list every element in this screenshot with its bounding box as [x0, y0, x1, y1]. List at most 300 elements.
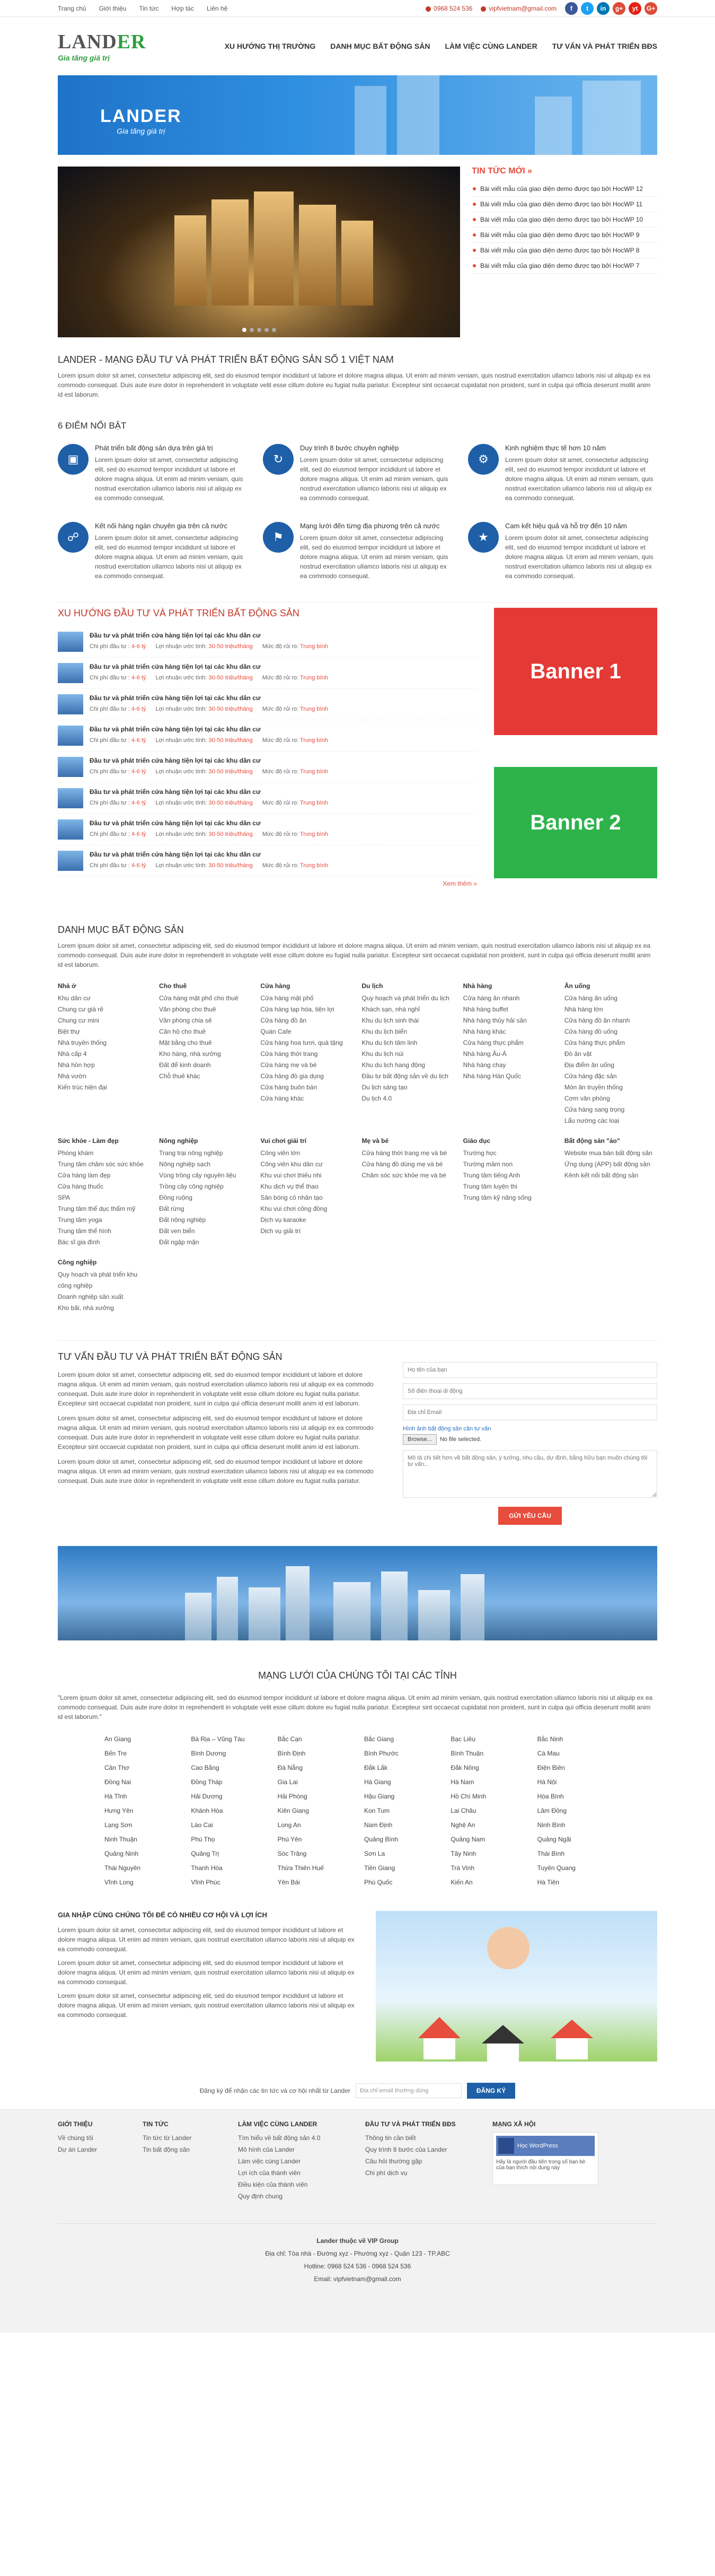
see-more-link[interactable]: Xem thêm » — [443, 880, 477, 887]
trend-thumbnail[interactable] — [58, 694, 83, 714]
province-link[interactable]: Điện Biên — [537, 1764, 565, 1771]
feature — [263, 522, 452, 581]
province-link[interactable]: Lạng Sơn — [104, 1821, 133, 1829]
category-link[interactable]: Nhà hồn hợp — [58, 1061, 95, 1069]
category-group — [58, 982, 151, 1127]
feature — [58, 522, 247, 581]
province-link[interactable]: Hậu Giang — [364, 1793, 395, 1800]
category-link[interactable]: Nhà hàng Âu-Á — [463, 1050, 507, 1058]
top-link[interactable]: Giới thiệu — [99, 5, 127, 12]
category-link[interactable]: Dịch vụ karaoke — [260, 1216, 306, 1224]
category-link[interactable]: Phòng khám — [58, 1149, 94, 1157]
trend-item-title[interactable]: Đầu tư và phát triển cửa hàng tiện lợi tại các khu dân cư — [90, 694, 261, 702]
category-heading[interactable]: Bất động sản "ảo" — [564, 1137, 620, 1145]
footer-heading: LÀM VIỆC CÙNG LANDER — [238, 2120, 317, 2128]
province-link[interactable]: Gia Lai — [277, 1778, 298, 1786]
category-link[interactable]: Website mua bán bất động sản — [564, 1149, 652, 1157]
feature-icon: ↻ — [263, 444, 294, 475]
logo[interactable] — [58, 30, 146, 62]
category-link[interactable]: Trang trại nông nghiệp — [159, 1149, 223, 1157]
category-heading[interactable]: Vui chơi giải trí — [260, 1137, 307, 1145]
category-link[interactable]: Khu du lịch biển — [361, 1028, 407, 1035]
province-link[interactable]: Vĩnh Phúc — [191, 1879, 220, 1886]
category-group — [362, 982, 455, 1127]
province-link[interactable]: Trà Vinh — [451, 1864, 475, 1872]
province-link[interactable]: Bình Định — [277, 1750, 306, 1757]
category-link[interactable]: Kho bãi, nhà xưởng — [58, 1304, 114, 1312]
category-link[interactable]: Cửa hàng đồ uống — [564, 1028, 617, 1035]
file-status: No file selected. — [439, 1436, 482, 1443]
trend-item-title[interactable]: Đầu tư và phát triển cửa hàng tiện lợi tại các khu dân cư — [90, 632, 261, 639]
category-heading[interactable]: Ăn uống — [564, 982, 590, 990]
network-title: MẠNG LƯỚI CỦA CHÚNG TÔI TẠI CÁC TỈNH — [258, 1670, 457, 1681]
province-link[interactable]: Đắk Lắk — [364, 1764, 388, 1771]
province-link[interactable]: Tây Ninh — [451, 1850, 476, 1857]
province-link[interactable]: Nghệ An — [451, 1821, 475, 1829]
category-link[interactable]: Nhà vườn — [58, 1072, 86, 1080]
category-link[interactable]: Cơm văn phòng — [564, 1095, 610, 1102]
province-link[interactable]: Phú Quốc — [364, 1879, 393, 1886]
phone[interactable] — [426, 5, 472, 12]
category-link[interactable]: Chỗ thuê khác — [159, 1072, 200, 1080]
features-title: 6 ĐIỂM NỔI BẬT — [58, 421, 127, 431]
category-link[interactable]: Đất để kinh doanh — [159, 1061, 211, 1069]
province-link[interactable]: Bến Tre — [104, 1750, 127, 1757]
category-heading[interactable]: Cửa hàng — [260, 982, 290, 990]
facebook-likes: Hãy là người đầu tiên trong số bạn bè của bạn thích nội dung này — [496, 2159, 586, 2171]
category-link[interactable]: Khu dân cư — [58, 994, 91, 1002]
category-group — [58, 1259, 151, 1314]
trend-item-title[interactable]: Đầu tư và phát triển cửa hàng tiện lợi tại các khu dân cư — [90, 726, 261, 733]
category-link[interactable]: Trường học — [463, 1149, 497, 1157]
category-link[interactable]: Nhà hàng Hàn Quốc — [463, 1072, 522, 1080]
category-link[interactable]: Cửa hàng làm đẹp — [58, 1172, 111, 1179]
category-heading[interactable]: Du lịch — [361, 982, 383, 990]
trend-thumbnail[interactable] — [58, 632, 83, 652]
nav-item[interactable]: XU HƯỚNG THỊ TRƯỜNG — [224, 42, 316, 50]
province-link[interactable]: Quảng Nam — [451, 1836, 486, 1843]
category-link[interactable]: Đất ven biển — [159, 1227, 195, 1235]
category-link[interactable]: Khu du lịch núi — [361, 1050, 404, 1058]
category-link[interactable]: Đồng ruộng — [159, 1194, 192, 1201]
province-link[interactable]: Vĩnh Long — [104, 1879, 134, 1886]
category-link[interactable]: Đất nông nghiệp — [159, 1216, 206, 1224]
hero-banner — [58, 75, 657, 155]
province-link[interactable]: Hưng Yên — [104, 1807, 134, 1814]
footer-link[interactable]: Quy định chung — [238, 2193, 283, 2200]
trend-meta: Chi phí đầu tư : 4-6 tỷ Lợi nhuận ước tính: 30-50 triệu/tháng Mức độ rủi ro: Trung bình — [90, 862, 328, 869]
province-link[interactable]: Thái Nguyên — [104, 1864, 141, 1872]
province-link[interactable]: Tiền Giang — [364, 1864, 395, 1872]
trend-title: XU HƯỚNG ĐẦU TƯ VÀ PHÁT TRIỂN BẤT ĐỘNG SẢN — [58, 608, 299, 618]
news-item[interactable]: Bài viết mẫu của giao diện demo được tạo bởi HocWP 7 — [472, 258, 657, 274]
footer-link[interactable]: Tìm hiểu về bất động sản 4.0 — [238, 2134, 321, 2142]
category-link[interactable]: Cửa hàng tạp hóa, tiện lợi — [260, 1006, 334, 1013]
banner-2[interactable]: Banner 2 — [494, 767, 657, 878]
category-link[interactable]: Cửa hàng sang trọng — [564, 1106, 625, 1113]
footer-link[interactable]: Lợi ích của thành viên — [238, 2169, 301, 2177]
trend-item[interactable] — [58, 658, 477, 689]
category-link[interactable]: Địa điểm ăn uống — [564, 1061, 614, 1069]
category-heading[interactable]: Giáo dục — [463, 1137, 490, 1145]
category-link[interactable]: Khu du lịch sinh thái — [361, 1017, 419, 1024]
category-link[interactable]: SPA — [58, 1194, 70, 1201]
email-text: vipfvietnam@gmail.com — [489, 5, 557, 12]
phone-input[interactable] — [403, 1383, 657, 1399]
province-link[interactable]: Bà Rịa – Vũng Tàu — [191, 1735, 245, 1743]
category-link[interactable]: Vùng trồng cây nguyên liệu — [159, 1172, 236, 1179]
email-input[interactable] — [403, 1404, 657, 1420]
trend-meta: Chi phí đầu tư : 4-6 tỷ Lợi nhuận ước tính: 30-50 triệu/tháng Mức độ rủi ro: Trung bình — [90, 737, 328, 744]
province-link[interactable]: Kon Tum — [364, 1807, 390, 1814]
footer-link[interactable]: Làm việc cùng Lander — [238, 2158, 301, 2165]
footer-hotline: Hotline: 0968 524 536 - 0968 524 536 — [304, 2263, 411, 2270]
nav-item[interactable]: DANH MỤC BẤT ĐỘNG SẢN — [330, 42, 430, 50]
province-link[interactable]: Kiến An — [451, 1879, 473, 1886]
province-link[interactable]: Lâm Đồng — [537, 1807, 567, 1814]
category-link[interactable]: Khu du lịch hang động — [361, 1061, 425, 1069]
footer-link[interactable]: Về chúng tôi — [58, 2134, 93, 2142]
trend-item[interactable] — [58, 752, 477, 783]
trend-item-title[interactable]: Đầu tư và phát triển cửa hàng tiện lợi tại các khu dân cư — [90, 663, 261, 670]
category-heading[interactable]: Cho thuê — [159, 982, 187, 990]
category-link[interactable]: Cửa hàng thuốc — [58, 1183, 104, 1190]
province-link[interactable]: Hà Nam — [451, 1778, 474, 1786]
province-link[interactable]: Sơn La — [364, 1850, 385, 1857]
latest-news — [472, 167, 657, 337]
category-link[interactable]: Cửa hàng thời trang mẹ và bé — [361, 1149, 447, 1157]
top-link[interactable]: Tin tức — [139, 5, 159, 12]
trend-thumbnail[interactable] — [58, 726, 83, 746]
hero-logo: LANDER Gia tăng giá trị — [100, 106, 182, 135]
consult-section — [58, 1340, 657, 1525]
category-group — [463, 1137, 556, 1248]
category-link[interactable]: Kiến trúc hiện đại — [58, 1084, 107, 1091]
category-link[interactable]: Chung cư mini — [58, 1017, 100, 1024]
province-link[interactable]: Cao Bằng — [191, 1764, 219, 1771]
footer-link[interactable]: Tin bất động sản — [143, 2146, 190, 2153]
province-link[interactable]: Bắc Ninh — [537, 1735, 563, 1743]
province-link[interactable]: Lào Cai — [191, 1821, 213, 1829]
category-link[interactable]: Đồ ăn vặt — [564, 1050, 592, 1058]
category-link[interactable]: Nông nghiệp sạch — [159, 1160, 210, 1168]
trend-item[interactable] — [58, 689, 477, 720]
social-icon[interactable]: in — [597, 2, 610, 15]
main-nav — [225, 42, 657, 50]
province-link[interactable]: Hà Tĩnh — [104, 1793, 127, 1800]
category-link[interactable]: Món ăn truyền thống — [564, 1084, 623, 1091]
category-link[interactable]: Kênh kết nối bất động sản — [564, 1172, 639, 1179]
province-link[interactable]: Bạc Liêu — [451, 1735, 476, 1743]
trend-item[interactable] — [58, 783, 477, 814]
category-link[interactable]: Lẩu nướng các loại — [564, 1117, 620, 1124]
facebook-widget[interactable] — [492, 2132, 598, 2185]
province-link[interactable]: Cà Mau — [537, 1750, 560, 1757]
category-heading[interactable]: Nhà hàng — [463, 982, 492, 990]
top-link[interactable]: Liên hệ — [206, 5, 228, 12]
province-link[interactable]: Quảng Ngãi — [537, 1836, 571, 1843]
province-link[interactable]: Quảng Bình — [364, 1836, 399, 1843]
category-link[interactable]: Cửa hàng mặt phố — [260, 994, 314, 1002]
email[interactable] — [481, 5, 557, 12]
file-upload — [403, 1434, 657, 1445]
category-link[interactable]: Trung tâm thể hình — [58, 1227, 111, 1235]
province-link[interactable]: Lai Châu — [451, 1807, 476, 1814]
category-link[interactable]: Cửa hàng mặt phố cho thuê — [159, 994, 239, 1002]
category-link[interactable]: Cửa hàng đồ gia dụng — [260, 1072, 324, 1080]
category-heading[interactable]: Công nghiệp — [58, 1259, 97, 1266]
category-link[interactable]: Kho hàng, nhà xưởng — [159, 1050, 221, 1058]
join-section — [58, 1911, 657, 2062]
category-link[interactable]: Cửa hàng đồ ăn nhanh — [564, 1017, 630, 1024]
slider-dots[interactable] — [242, 328, 276, 332]
province-link[interactable]: Hà Tiên — [537, 1879, 560, 1886]
province-link[interactable]: Bắc Cạn — [277, 1735, 302, 1743]
province-link[interactable]: Hải Dương — [191, 1793, 223, 1800]
news-item[interactable]: Bài viết mẫu của giao diện demo được tạo bởi HocWP 11 — [472, 197, 657, 212]
category-link[interactable]: Quy hoạch và phát triển khu công nghiệp — [58, 1271, 138, 1289]
newsletter-email-input[interactable]: Địa chỉ email thường dùng — [356, 2083, 462, 2098]
feature-text: Lorem ipsum dolor sit amet, consectetur adipiscing elit, sed do eiusmod tempor incididunt ut labore et dolore magna aliqua. Ut enim ad minim veniam, quis nostrud exercitation ullamco laboris nisi ut aliquip ex ea commodo consequat. — [505, 456, 654, 502]
category-link[interactable]: Căn hộ cho thuê — [159, 1028, 206, 1035]
category-link[interactable]: Doanh nghiệp sản xuất — [58, 1293, 123, 1300]
category-link[interactable]: Cửa hàng ăn nhanh — [463, 994, 520, 1002]
trend-item-title[interactable]: Đầu tư và phát triển cửa hàng tiện lợi tại các khu dân cư — [90, 788, 261, 796]
footer-link[interactable]: Quy trình 8 bước của Lander — [365, 2146, 447, 2153]
social-icons — [565, 2, 657, 15]
category-link[interactable]: Công viên khu dân cư — [260, 1160, 323, 1168]
footer-link[interactable]: Câu hỏi thường gặp — [365, 2158, 422, 2165]
category-link[interactable]: Khu vui chơi công đồng — [260, 1205, 328, 1212]
nav-item[interactable]: LÀM VIỆC CÙNG LANDER — [445, 42, 537, 50]
feature — [263, 444, 452, 503]
mail-icon — [481, 6, 486, 12]
province-link[interactable]: Đà Nẵng — [277, 1764, 303, 1771]
category-link[interactable]: Trung tâm yoga — [58, 1216, 102, 1224]
province-link[interactable]: Hải Phòng — [277, 1793, 307, 1800]
province-link[interactable]: Bắc Giang — [364, 1735, 394, 1743]
trend-thumbnail[interactable] — [58, 819, 83, 840]
category-group — [564, 1137, 657, 1248]
category-link[interactable]: Nhà truyền thống — [58, 1039, 107, 1046]
category-link[interactable]: Cửa hàng thực phẩm — [564, 1039, 625, 1046]
browse-button[interactable]: Browse... — [403, 1434, 437, 1445]
category-heading[interactable]: Mẹ và bé — [361, 1137, 389, 1145]
trend-thumbnail[interactable] — [58, 851, 83, 871]
feature-title: Duy trình 8 bước chuyên nghiệp — [300, 444, 399, 452]
category-link[interactable]: Nhà cấp 4 — [58, 1050, 87, 1058]
news-item[interactable]: Bài viết mẫu của giao diện demo được tạo bởi HocWP 9 — [472, 228, 657, 243]
footer-heading: GIỚI THIỆU — [58, 2120, 93, 2128]
province-link[interactable]: Tuyên Quang — [537, 1864, 576, 1872]
province-link[interactable]: Bình Dương — [191, 1750, 226, 1757]
phone-icon — [426, 6, 431, 12]
network-section — [58, 1670, 657, 1890]
category-link[interactable]: Khu vui chơi thiếu nhi — [260, 1172, 322, 1179]
category-link[interactable]: Công viên lớn — [260, 1149, 300, 1157]
news-item[interactable]: Bài viết mẫu của giao diện demo được tạo bởi HocWP 8 — [472, 243, 657, 258]
category-link[interactable]: Đầu tư bất động sản về du lịch — [361, 1072, 448, 1080]
trend-meta: Chi phí đầu tư : 4-6 tỷ Lợi nhuận ước tính: 30-50 triệu/tháng Mức độ rủi ro: Trung bình — [90, 800, 328, 806]
trend-item[interactable] — [58, 720, 477, 752]
houses-illustration — [376, 1911, 657, 2062]
trend-item[interactable] — [58, 626, 477, 658]
consult-title: TƯ VẤN ĐẦU TƯ VÀ PHÁT TRIỂN BẤT ĐỘNG SẢN — [58, 1351, 283, 1362]
join-paragraph: Lorem ipsum dolor sit amet, consectetur adipiscing elit, sed do eiusmod tempor incididunt ut labore et dolore magna aliqua. Ut enim ad minim veniam, quis nostrud exercitation ullamco laboris nisi ut aliquip ex ea commodo consequat. — [58, 1992, 355, 2019]
trend-meta: Chi phí đầu tư : 4-6 tỷ Lợi nhuận ước tính: 30-50 triệu/tháng Mức độ rủi ro: Trung bình — [90, 706, 328, 712]
province-link[interactable]: Nam Định — [364, 1821, 393, 1829]
category-link[interactable]: Văn phòng cho thuê — [159, 1006, 216, 1013]
province-link[interactable]: Hà Giang — [364, 1778, 391, 1786]
nav-item[interactable]: TƯ VẤN VÀ PHÁT TRIỂN BĐS — [552, 42, 657, 50]
social-icon[interactable]: g+ — [613, 2, 625, 15]
category-link[interactable]: Trung tâm chăm sóc sức khỏe — [58, 1160, 144, 1168]
category-link[interactable]: Nhà hàng thủy hải sản — [463, 1017, 527, 1024]
newsletter — [58, 2083, 657, 2099]
category-link[interactable]: Dịch vụ giải trí — [260, 1227, 301, 1235]
banner-1[interactable]: Banner 1 — [494, 608, 657, 735]
category-link[interactable]: Cửa hàng thực phẩm — [463, 1039, 524, 1046]
trend-thumbnail[interactable] — [58, 663, 83, 683]
category-link[interactable]: Cửa hàng buôn bán — [260, 1084, 317, 1091]
feature-text: Lorem ipsum dolor sit amet, consectetur adipiscing elit, sed do eiusmod tempor incididunt ut labore et dolore magna aliqua. Ut enim ad minim veniam, quis nostrud exercitation ullamco laboris nisi ut aliquip ex ea commodo consequat. — [95, 456, 243, 502]
category-link[interactable]: Biệt thự — [58, 1028, 81, 1035]
subscribe-button[interactable]: ĐĂNG KÝ — [467, 2083, 515, 2099]
footer-link[interactable]: Mô hình của Lander — [238, 2146, 295, 2153]
province-link[interactable]: Cần Thơ — [104, 1764, 130, 1771]
province-link[interactable]: Phú Yên — [277, 1836, 302, 1843]
category-link[interactable]: Chung cư giá rẻ — [58, 1006, 104, 1013]
category-heading[interactable]: Sức khỏe - Làm đẹp — [58, 1137, 119, 1145]
province-link[interactable]: Thái Bình — [537, 1850, 565, 1857]
category-link[interactable]: Trung tâm luyện thi — [463, 1183, 517, 1190]
news-item[interactable]: Bài viết mẫu của giao diện demo được tạo bởi HocWP 12 — [472, 181, 657, 197]
province-link[interactable]: Quảng Ninh — [104, 1850, 139, 1857]
province-link[interactable]: Quảng Trị — [191, 1850, 219, 1857]
trend-item-title[interactable]: Đầu tư và phát triển cửa hàng tiện lợi tại các khu dân cư — [90, 819, 261, 827]
social-icon[interactable]: t — [581, 2, 594, 15]
category-link[interactable]: Nhà hàng lớn — [564, 1006, 603, 1013]
province-link[interactable]: Khánh Hòa — [191, 1807, 223, 1814]
image-slider[interactable] — [58, 167, 460, 337]
news-item[interactable]: Bài viết mẫu của giao diện demo được tạo bởi HocWP 10 — [472, 212, 657, 228]
trend-item-title[interactable]: Đầu tư và phát triển cửa hàng tiện lợi tại các khu dân cư — [90, 757, 261, 764]
province-link[interactable]: Ninh Thuận — [104, 1836, 137, 1843]
social-icon[interactable]: G+ — [645, 2, 657, 15]
province-link[interactable]: Bình Phước — [364, 1750, 399, 1757]
province-link[interactable]: Thanh Hóa — [191, 1864, 223, 1872]
province-link[interactable]: Sóc Trăng — [277, 1850, 307, 1857]
category-link[interactable]: Ứng dụng (APP) bất động sản — [564, 1160, 650, 1168]
province-link[interactable]: Ninh Bình — [537, 1821, 566, 1829]
category-link[interactable]: Trung tâm kỹ năng sống — [463, 1194, 532, 1201]
category-link[interactable]: Du lịch sáng tạo — [361, 1084, 408, 1091]
province-link[interactable]: Hồ Chí Minh — [451, 1793, 487, 1800]
category-link[interactable]: Bác sĩ gia đình — [58, 1238, 100, 1246]
top-links — [58, 5, 227, 12]
category-heading[interactable]: Nông nghiệp — [159, 1137, 198, 1145]
category-link[interactable]: Cửa hàng đặc sản — [564, 1072, 617, 1080]
category-link[interactable]: Đất ngập mặn — [159, 1238, 199, 1246]
province-link[interactable]: Đồng Nai — [104, 1778, 131, 1786]
category-link[interactable]: Quán Cafe — [260, 1028, 292, 1035]
province-link[interactable]: Phú Thọ — [191, 1836, 215, 1843]
category-heading[interactable]: Nhà ở — [58, 982, 76, 990]
category-link[interactable]: Nhà hàng buffet — [463, 1006, 508, 1013]
province-link[interactable]: Yên Bái — [277, 1879, 300, 1886]
province-link[interactable]: Long An — [277, 1821, 301, 1829]
footer-column — [143, 2120, 238, 2202]
province-link[interactable]: Hòa Bình — [537, 1793, 564, 1800]
province-link[interactable]: Thừa Thiên Huế — [277, 1864, 324, 1872]
feature-title: Phát triển bất động sản dựa trên giá trị — [95, 444, 213, 452]
feature-text: Lorem ipsum dolor sit amet, consectetur adipiscing elit, sed do eiusmod tempor incididunt ut labore et dolore magna aliqua. Ut enim ad minim veniam, quis nostrud exercitation ullamco laboris nisi ut aliquip ex ea commodo consequat. — [300, 456, 448, 502]
category-link[interactable]: Trung tâm thể dục thẩm mỹ — [58, 1205, 136, 1212]
category-link[interactable]: Cửa hàng ăn uống — [564, 994, 617, 1002]
category-link[interactable]: Chăm sóc sức khỏe mẹ và bé — [361, 1172, 446, 1179]
category-group — [58, 1137, 151, 1248]
footer-link[interactable]: Tin tức từ Lander — [143, 2134, 192, 2142]
trend-item-title[interactable]: Đầu tư và phát triển cửa hàng tiện lợi tại các khu dân cư — [90, 851, 261, 858]
province-link[interactable]: Kiên Giang — [277, 1807, 310, 1814]
trend-item[interactable] — [58, 814, 477, 845]
trend-meta: Chi phí đầu tư : 4-6 tỷ Lợi nhuận ước tính: 30-50 triệu/tháng Mức độ rủi ro: Trung bình — [90, 643, 328, 650]
footer-link[interactable]: Điều kiện của thành viên — [238, 2181, 308, 2188]
province-link[interactable]: Đắk Nông — [451, 1764, 479, 1771]
social-icon[interactable]: yt — [629, 2, 641, 15]
category-link[interactable]: Trồng cây công nghiệp — [159, 1183, 224, 1190]
top-link[interactable]: Trang chủ — [58, 5, 86, 12]
category-link[interactable]: Cửa hàng mẹ và bé — [260, 1061, 317, 1069]
category-link[interactable]: Trường mầm non — [463, 1160, 513, 1168]
trend-thumbnail[interactable] — [58, 788, 83, 808]
category-link[interactable]: Cửa hàng thời trang — [260, 1050, 318, 1058]
footer-link[interactable]: Chi phí dịch vụ — [365, 2169, 408, 2177]
category-link[interactable]: Sân bóng cỏ nhân tạo — [260, 1194, 323, 1201]
social-icon[interactable]: f — [565, 2, 578, 15]
category-link[interactable]: Văn phòng chia sẻ — [159, 1017, 212, 1024]
footer-link[interactable]: Thông tin cần biết — [365, 2134, 416, 2142]
message-textarea[interactable] — [403, 1450, 657, 1498]
news-title[interactable]: TIN TỨC MỚI » — [472, 167, 533, 176]
category-link[interactable]: Cửa hàng khác — [260, 1095, 304, 1102]
category-link[interactable]: Khu du lịch tâm linh — [361, 1039, 418, 1046]
category-link[interactable]: Trung tâm tiếng Anh — [463, 1172, 520, 1179]
category-link[interactable]: Cửa hàng đồ ăn — [260, 1017, 307, 1024]
category-link[interactable]: Mặt bằng cho thuê — [159, 1039, 212, 1046]
category-link[interactable]: Khu dịch vụ thể thao — [260, 1183, 319, 1190]
name-input[interactable] — [403, 1362, 657, 1378]
province-link[interactable]: An Giang — [104, 1735, 131, 1743]
trend-thumbnail[interactable] — [58, 757, 83, 777]
category-link[interactable]: Khách sạn, nhà nghỉ — [361, 1006, 420, 1013]
category-link[interactable]: Du lịch 4.0 — [361, 1095, 392, 1102]
top-link[interactable]: Hợp tác — [171, 5, 194, 12]
submit-request-button[interactable]: GỬI YÊU CẦU — [498, 1507, 562, 1525]
trend-item[interactable] — [58, 845, 477, 877]
footer-link[interactable]: Dự án Lander — [58, 2146, 98, 2153]
category-link[interactable]: Nhà hàng khác — [463, 1028, 506, 1035]
category-link[interactable]: Cửa hàng đồ dùng mẹ và bé — [361, 1160, 443, 1168]
province-link[interactable]: Bình Thuận — [451, 1750, 484, 1757]
category-link[interactable]: Quy hoạch và phát triển du lịch — [361, 994, 449, 1002]
category-link[interactable]: Nhà hàng chay — [463, 1061, 506, 1069]
category-link[interactable]: Đất rừng — [159, 1205, 184, 1212]
province-link[interactable]: Hà Nội — [537, 1778, 557, 1786]
category-link[interactable]: Cửa hàng hoa tươi, quà tặng — [260, 1039, 343, 1046]
province-link[interactable]: Đồng Tháp — [191, 1778, 223, 1786]
join-image — [376, 1911, 657, 2062]
